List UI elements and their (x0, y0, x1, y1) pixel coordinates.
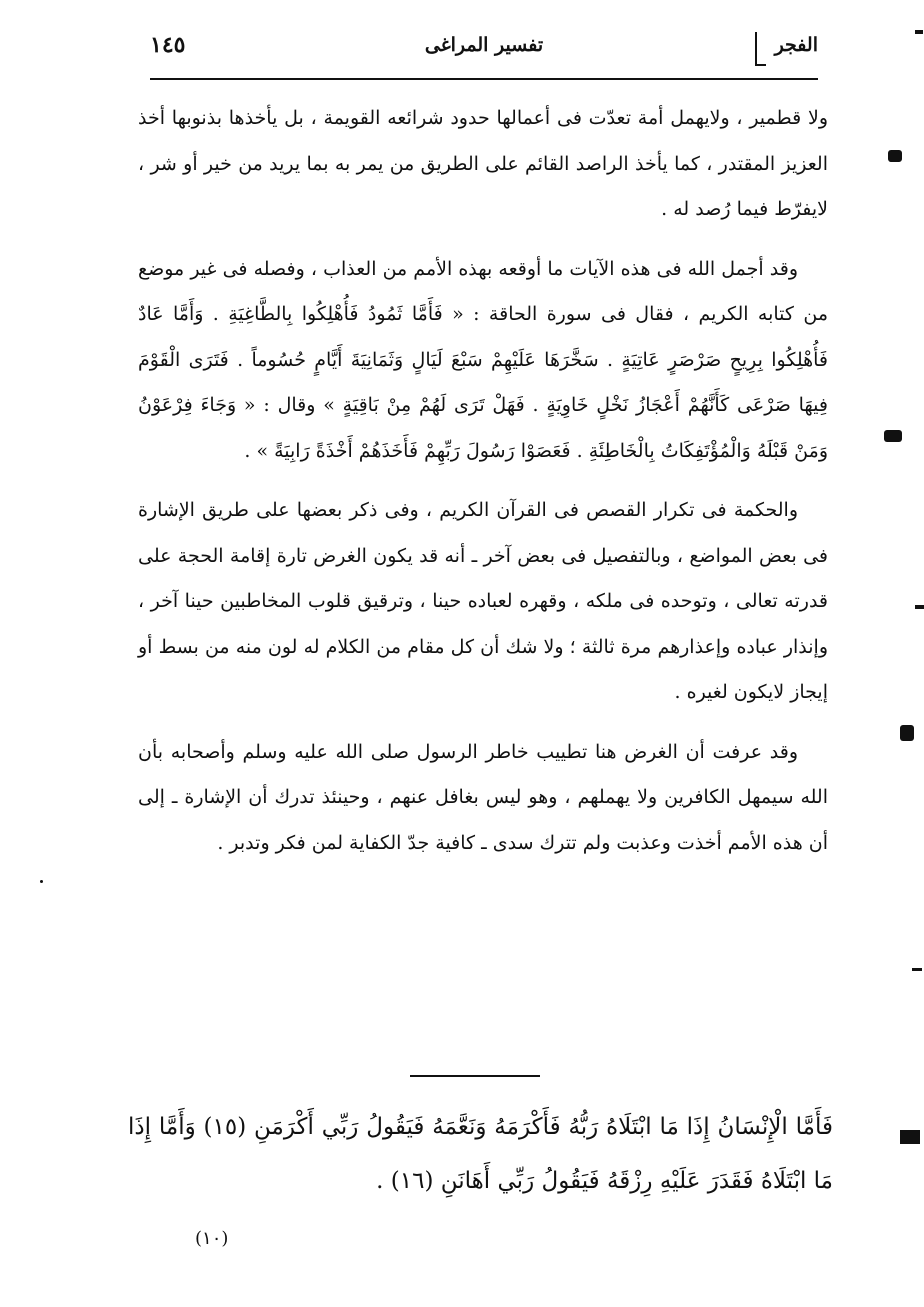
section-separator (410, 1075, 540, 1077)
paragraph: وقد عرفت أن الغرض هنا تطييب خاطر الرسول صلى الله عليه وسلم وأصحابه بأن الله سيمهل الكافرين ولا يهملهم ، وهو ليس بغافل عنهم ، وحينئذ تدرك أن الإشارة ـ إلى أن هذه الأمم أخذت وعذبت ولم تترك سدى ـ كافية جدّ الكفاية لمن فكر وتدبر . (138, 740, 828, 854)
header-rule (150, 78, 818, 80)
paragraph: والحكمة فى تكرار القصص فى القرآن الكريم ، وفى ذكر بعضها على طريق الإشارة فى بعض المواضع ، وبالتفصيل فى بعض آخر ـ أنه قد يكون الغرض تارة إقامة الحجة على قدرته تعالى ، وتوحده فى ملكه ، وقهره لعباده حينا ، وترقيق قلوب المخاطبين حينا آخر ، وإنذار عباده وإعذارهم مرة ثالثة ؛ ولا شك أن كل مقام من الكلام له لون منه من بسط أو إيجاز لايكون لغيره . (138, 499, 828, 703)
paragraph: ولا قطمير ، ولايهمل أمة تعدّت فى أعمالها حدود شرائعه القويمة ، بل يأخذها بذنوبها أخذ العزيز المقتدر ، كما يأخذ الراصد القائم على الطريق من يمر به بما يريد من خير أو شر ، لايفرّط فيما رُصد له . (138, 107, 828, 220)
scan-speck (912, 968, 922, 971)
quran-verse: فَأَمَّا الْإِنْسَانُ إِذَا مَا ابْتَلَاهُ رَبُّهُ فَأَكْرَمَهُ وَنَعَّمَهُ فَيَقُولُ رَبِّي أَكْرَمَنِ (١٥) وَأَمَّا إِذَا مَا ابْتَلَاهُ فَقَدَرَ عَلَيْهِ رِزْقَهُ فَيَقُولُ رَبِّي أَهَانَنِ (١٦) . (128, 1114, 833, 1194)
scan-speck (915, 30, 923, 34)
scan-speck (900, 725, 914, 741)
page-number: ١٤٥ (150, 32, 186, 58)
scan-speck (884, 430, 902, 442)
scan-speck (888, 150, 902, 162)
paragraph: وقد أجمل الله فى هذه الآيات ما أوقعه بهذه الأمم من العذاب ، وفصله فى غير موضع من كتابه الكريم ، فقال فى سورة الحاقة : « فَأَمَّا ثَمُودُ فَأُهْلِكُوا بِالطَّاغِيَةِ . وَأَمَّا عَادٌ فَأُهْلِكُوا بِرِيحٍ صَرْصَرٍ عَاتِيَةٍ . سَخَّرَهَا عَلَيْهِمْ سَبْعَ لَيَالٍ وَثَمَانِيَةَ أَيَّامٍ حُسُوماً . فَتَرَى الْقَوْمَ فِيهَا صَرْعَى كَأَنَّهُمْ أَعْجَازُ نَخْلٍ خَاوِيَةٍ . فَهَلْ تَرَى لَهُمْ مِنْ بَاقِيَةٍ » وقال : « وَجَاءَ فِرْعَوْنُ وَمَنْ قَبْلَهُ وَالْمُؤْتَفِكَاتُ بِالْخَاطِئَةِ . فَعَصَوْا رَسُولَ رَبِّهِمْ فَأَخَذَهُمْ أَخْذَةً رَابِيَةً » . (138, 257, 828, 462)
scan-speck (900, 1130, 920, 1144)
signature-mark: (١٠) (195, 1228, 229, 1249)
book-title: تفسير المراغى (424, 34, 544, 56)
scan-speck (915, 605, 924, 609)
scan-speck (40, 880, 43, 883)
surah-name: الفجر (774, 34, 818, 56)
running-header (150, 28, 818, 80)
commentary-text (138, 96, 828, 880)
